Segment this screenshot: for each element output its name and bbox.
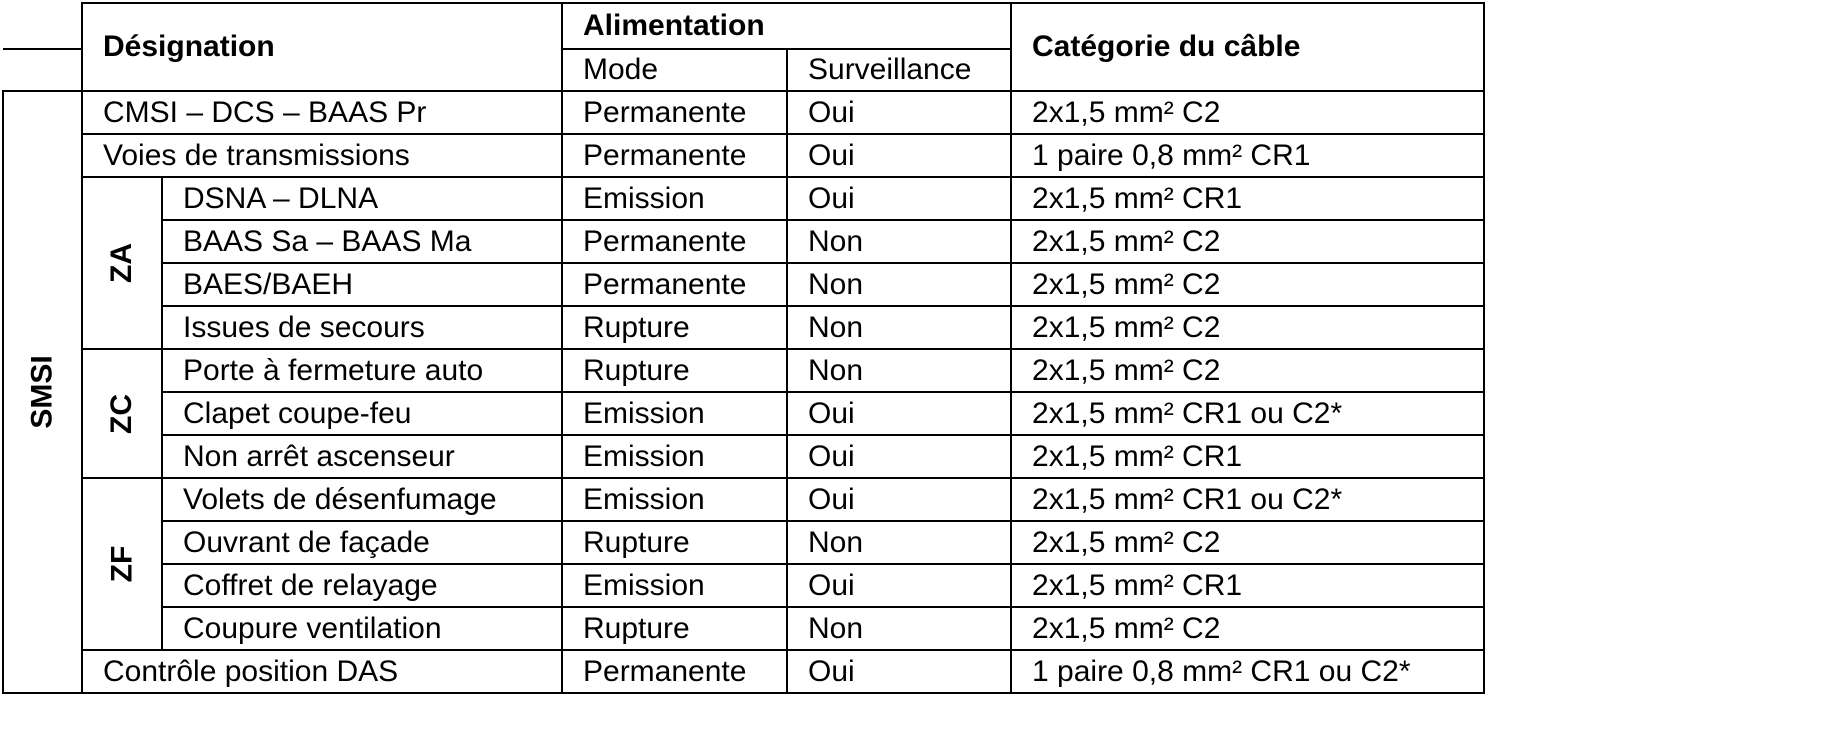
cell-mode: Emission	[562, 478, 787, 521]
blank-corner-2	[3, 49, 82, 91]
zone-label-zc	[82, 349, 162, 478]
cell-mode: Rupture	[562, 306, 787, 349]
cell-mode: Emission	[562, 392, 787, 435]
cell-surveillance: Oui	[787, 91, 1011, 134]
header-row-1	[3, 3, 1484, 49]
cell-categorie: 2x1,5 mm² CR1	[1011, 564, 1484, 607]
cell-mode: Rupture	[562, 521, 787, 564]
cell-categorie: 1 paire 0,8 mm² CR1 ou C2*	[1011, 650, 1484, 693]
cell-surveillance: Oui	[787, 134, 1011, 177]
zone-label-text: ZF	[105, 545, 138, 583]
table-row	[3, 650, 1484, 693]
table-row	[3, 306, 1484, 349]
cell-surveillance: Non	[787, 306, 1011, 349]
cell-designation: BAES/BAEH	[162, 263, 562, 306]
cell-designation: Voies de transmissions	[82, 134, 562, 177]
cell-categorie: 2x1,5 mm² CR1 ou C2*	[1011, 478, 1484, 521]
cell-surveillance: Oui	[787, 650, 1011, 693]
table-row	[3, 134, 1484, 177]
header-mode: Mode	[562, 49, 787, 91]
cell-surveillance: Oui	[787, 392, 1011, 435]
cell-surveillance: Non	[787, 607, 1011, 650]
cell-surveillance: Non	[787, 220, 1011, 263]
cell-mode: Permanente	[562, 134, 787, 177]
cell-surveillance: Oui	[787, 435, 1011, 478]
cell-designation: Clapet coupe-feu	[162, 392, 562, 435]
cell-surveillance: Oui	[787, 564, 1011, 607]
group-label-smsi	[3, 91, 82, 693]
cell-designation: BAAS Sa – BAAS Ma	[162, 220, 562, 263]
cell-categorie: 2x1,5 mm² CR1 ou C2*	[1011, 392, 1484, 435]
table-row	[3, 607, 1484, 650]
table-row	[3, 521, 1484, 564]
group-label-text: SMSI	[25, 355, 59, 429]
cell-surveillance: Non	[787, 521, 1011, 564]
blank-corner	[3, 3, 82, 49]
cell-mode: Emission	[562, 177, 787, 220]
table-row	[3, 435, 1484, 478]
cell-mode: Rupture	[562, 349, 787, 392]
table-row	[3, 263, 1484, 306]
cell-surveillance: Non	[787, 263, 1011, 306]
cell-designation: Coupure ventilation	[162, 607, 562, 650]
cell-categorie: 1 paire 0,8 mm² CR1	[1011, 134, 1484, 177]
cell-mode: Rupture	[562, 607, 787, 650]
header-designation: Désignation	[82, 3, 562, 91]
header-alimentation: Alimentation	[562, 3, 1011, 49]
cell-categorie: 2x1,5 mm² CR1	[1011, 435, 1484, 478]
cell-mode: Permanente	[562, 220, 787, 263]
cell-categorie: 2x1,5 mm² C2	[1011, 521, 1484, 564]
cell-surveillance: Oui	[787, 478, 1011, 521]
header-surveillance: Surveillance	[787, 49, 1011, 91]
cell-designation: Coffret de relayage	[162, 564, 562, 607]
table-row	[3, 564, 1484, 607]
cell-designation: Non arrêt ascenseur	[162, 435, 562, 478]
zone-label-za	[82, 177, 162, 349]
table-row	[3, 392, 1484, 435]
table-row	[3, 177, 1484, 220]
zone-label-text: ZA	[105, 243, 138, 283]
cell-categorie: 2x1,5 mm² C2	[1011, 306, 1484, 349]
cell-mode: Permanente	[562, 91, 787, 134]
cell-designation: Porte à fermeture auto	[162, 349, 562, 392]
cell-mode: Permanente	[562, 650, 787, 693]
table-row	[3, 478, 1484, 521]
table-row	[3, 91, 1484, 134]
cell-categorie: 2x1,5 mm² C2	[1011, 349, 1484, 392]
cell-designation: DSNA – DLNA	[162, 177, 562, 220]
cell-categorie: 2x1,5 mm² C2	[1011, 91, 1484, 134]
cell-categorie: 2x1,5 mm² C2	[1011, 607, 1484, 650]
zone-label-zf	[82, 478, 162, 650]
zone-label-text: ZC	[105, 393, 138, 434]
cell-surveillance: Oui	[787, 177, 1011, 220]
cell-mode: Permanente	[562, 263, 787, 306]
cell-mode: Emission	[562, 435, 787, 478]
cell-categorie: 2x1,5 mm² CR1	[1011, 177, 1484, 220]
table-row	[3, 349, 1484, 392]
cell-designation: Volets de désenfumage	[162, 478, 562, 521]
cell-designation: Contrôle position DAS	[82, 650, 562, 693]
cell-categorie: 2x1,5 mm² C2	[1011, 220, 1484, 263]
cell-designation: Issues de secours	[162, 306, 562, 349]
cable-table	[2, 2, 1485, 694]
cell-categorie: 2x1,5 mm² C2	[1011, 263, 1484, 306]
cell-designation: Ouvrant de façade	[162, 521, 562, 564]
cell-mode: Emission	[562, 564, 787, 607]
cell-designation: CMSI – DCS – BAAS Pr	[82, 91, 562, 134]
table-row	[3, 220, 1484, 263]
cell-surveillance: Non	[787, 349, 1011, 392]
header-categorie: Catégorie du câble	[1011, 3, 1484, 91]
